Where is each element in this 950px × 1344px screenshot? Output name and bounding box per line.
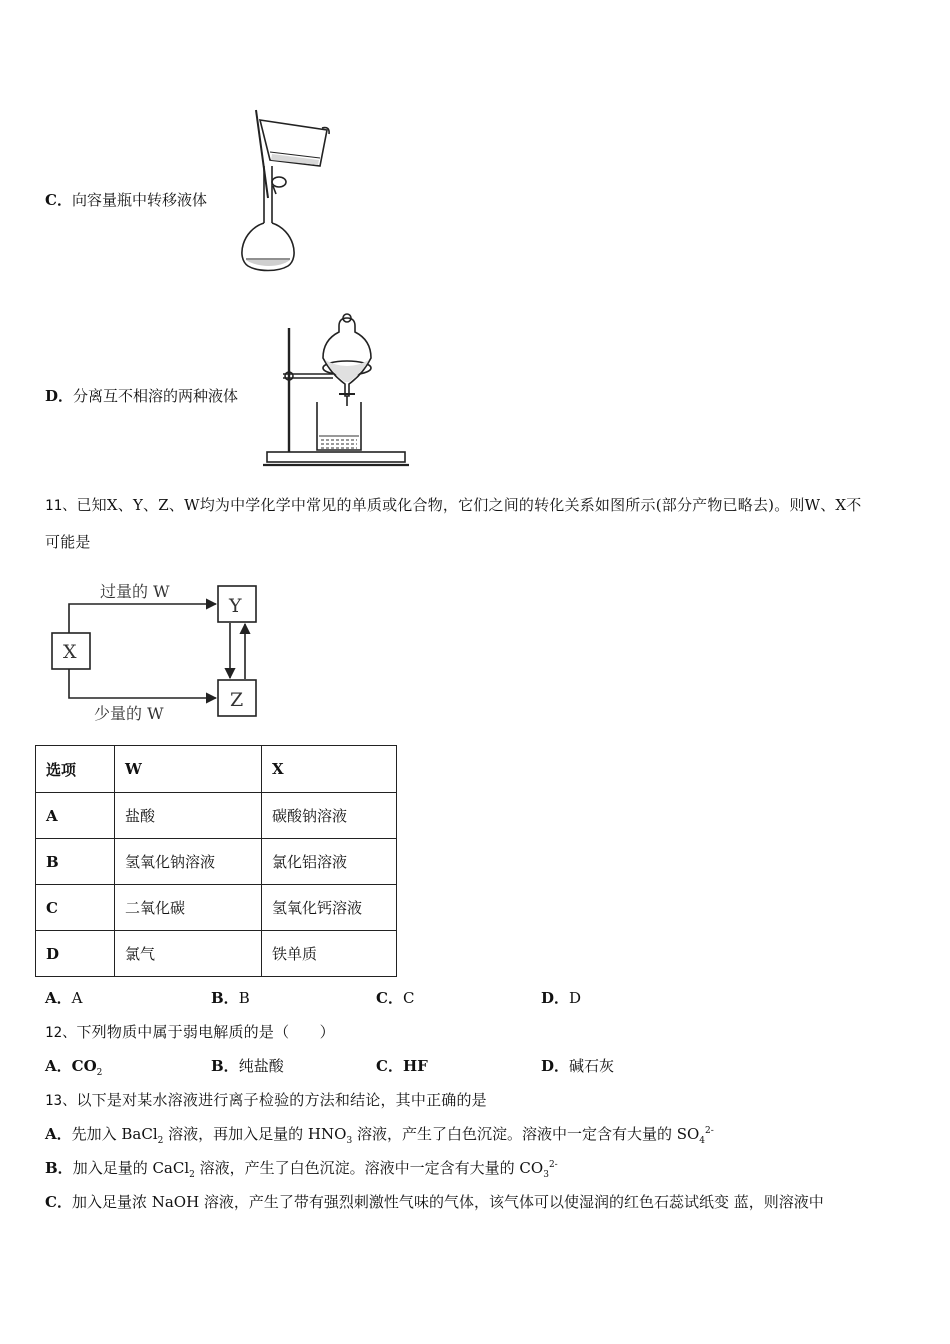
q12-number: 12、 xyxy=(45,1025,77,1041)
option-subscript: 2 xyxy=(157,1136,164,1146)
table-header-cell: W xyxy=(115,746,262,793)
table-cell: 盐酸 xyxy=(115,793,262,839)
table-cell: C xyxy=(36,885,115,931)
answer-text: CO xyxy=(71,1057,97,1075)
option-letter: A． xyxy=(45,1125,72,1143)
option-text: 加入足量浓 NaOH 溶液，产生了带有强烈刺激性气味的气体，该气体可以使湿润的红色石蕊试纸变 蓝，则溶液中 xyxy=(71,1193,824,1211)
q13-stem-text: 以下是对某水溶液进行离子检验的方法和结论，其中正确的是 xyxy=(76,1091,487,1109)
q11-stem-line1 xyxy=(45,494,915,515)
q11-answer-b xyxy=(211,987,250,1008)
q12-stem xyxy=(45,1021,335,1042)
answer-text: 碱石灰 xyxy=(569,1057,615,1075)
table-cell: 氢氧化钙溶液 xyxy=(262,885,397,931)
option-c-sep: ． xyxy=(56,191,72,209)
option-d-apparatus xyxy=(45,385,238,406)
option-c-text: 向容量瓶中转移液体 xyxy=(71,191,207,209)
option-c-letter: C xyxy=(45,191,57,209)
label-little-w: 少量的 W xyxy=(94,704,164,723)
table-cell: 二氧化碳 xyxy=(115,885,262,931)
q13-option-a xyxy=(45,1123,915,1146)
table-cell: 铁单质 xyxy=(262,931,397,977)
option-d-sep: ． xyxy=(58,387,74,405)
q12-answer-d xyxy=(541,1055,614,1076)
option-superscript: 2- xyxy=(548,1160,558,1170)
q13-stem xyxy=(45,1089,487,1110)
label-excess-w: 过量的 W xyxy=(100,582,170,601)
q11-stem-line2: 可能是 xyxy=(45,533,91,551)
option-subscript: 3 xyxy=(543,1170,549,1180)
table-cell: 氯化铝溶液 xyxy=(262,839,397,885)
option-letter: C． xyxy=(45,1193,72,1211)
table-cell: 碳酸钠溶液 xyxy=(262,793,397,839)
q13-number: 13、 xyxy=(45,1093,77,1109)
answer-text: B xyxy=(238,989,250,1007)
answer-text: 纯盐酸 xyxy=(238,1057,284,1075)
table-header-cell: X xyxy=(262,746,397,793)
q11-number: 11、 xyxy=(45,498,77,514)
box-y-label: Y xyxy=(229,595,242,617)
answer-letter: D． xyxy=(541,1057,570,1075)
answer-letter: C． xyxy=(376,1057,403,1075)
option-d-text: 分离互不相溶的两种液体 xyxy=(73,387,239,405)
table-row xyxy=(36,793,397,839)
table-cell: 氢氧化钠溶液 xyxy=(115,839,262,885)
answer-text: D xyxy=(569,989,582,1007)
answer-text: A xyxy=(71,989,83,1007)
table-cell: D xyxy=(36,931,115,977)
q11-stem-text: 已知X、Y、Z、W均为中学化学中常见的单质或化合物，它们之间的转化关系如图所示(部分产物已略去)。则W、X不 xyxy=(76,496,862,514)
answer-subscript: 2 xyxy=(96,1068,103,1078)
answer-letter: B． xyxy=(211,1057,239,1075)
table-row xyxy=(36,885,397,931)
answer-letter: C． xyxy=(376,989,403,1007)
option-c-apparatus xyxy=(45,189,207,210)
table-header-row xyxy=(36,746,397,793)
option-text: 溶液，产生了白色沉淀。溶液中一定含有大量的 CO xyxy=(194,1159,544,1177)
option-subscript: 2 xyxy=(189,1170,195,1180)
q12-answer-a xyxy=(45,1055,102,1078)
q11-answer-a xyxy=(45,987,82,1008)
volumetric-flask-figure xyxy=(232,108,342,273)
q11-answer-d xyxy=(541,987,581,1008)
option-text: 加入足量的 CaCl xyxy=(72,1159,190,1177)
q12-stem-text: 下列物质中属于弱电解质的是（ ） xyxy=(76,1023,335,1041)
option-subscript: 3 xyxy=(346,1136,353,1146)
table-cell: B xyxy=(36,839,115,885)
q11-conversion-diagram xyxy=(48,576,268,726)
option-letter: B． xyxy=(45,1159,73,1177)
q11-answer-c xyxy=(376,987,414,1008)
table-row xyxy=(36,931,397,977)
option-subscript: 4 xyxy=(699,1136,706,1146)
q13-option-c xyxy=(45,1191,925,1212)
answer-letter: D． xyxy=(541,989,570,1007)
q11-options-table xyxy=(35,745,397,977)
option-text: 溶液，再加入足量的 HNO xyxy=(163,1125,347,1143)
separating-funnel-figure xyxy=(263,310,413,470)
answer-letter: A． xyxy=(45,1057,72,1075)
answer-letter: B． xyxy=(211,989,239,1007)
box-x-label: X xyxy=(63,641,77,663)
answer-text: HF xyxy=(402,1057,428,1075)
table-cell: A xyxy=(36,793,115,839)
option-text: 先加入 BaCl xyxy=(71,1125,158,1143)
q12-answer-b xyxy=(211,1055,284,1076)
q12-answer-c xyxy=(376,1055,428,1076)
table-row xyxy=(36,839,397,885)
answer-letter: A． xyxy=(45,989,72,1007)
option-superscript: 2- xyxy=(705,1126,714,1136)
option-text: 溶液，产生了白色沉淀。溶液中一定含有大量的 SO xyxy=(352,1125,700,1143)
table-header-cell: 选项 xyxy=(36,746,115,793)
answer-text: C xyxy=(402,989,415,1007)
table-cell: 氯气 xyxy=(115,931,262,977)
option-d-letter: D xyxy=(45,387,59,405)
q13-option-b xyxy=(45,1157,915,1180)
box-z-label: Z xyxy=(230,689,244,711)
